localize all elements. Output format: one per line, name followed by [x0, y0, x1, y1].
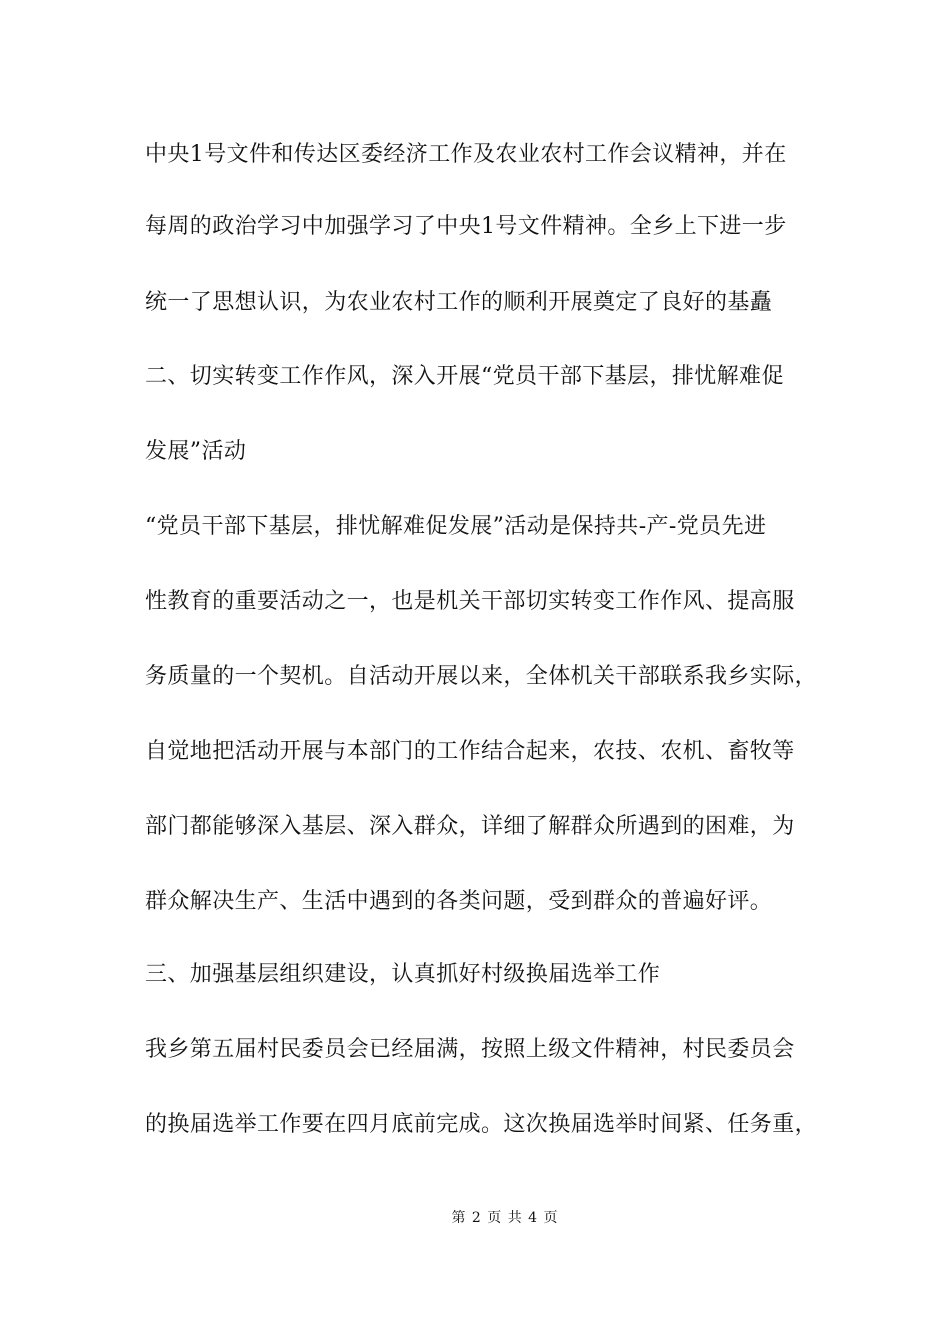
text-line-2: 每周的政治学习中加强学习了中央1号文件精神。全乡上下进一步 [145, 214, 787, 239]
text-line-9: 自觉地把活动开展与本部门的工作结合起来，农技、农机、畜牧等 [145, 739, 795, 764]
text-line-11: 群众解决生产、生活中遇到的各类问题，受到群众的普遍好评。 [145, 889, 773, 914]
section-heading-2-cont: 发展”活动 [145, 439, 247, 464]
text-line-14: 的换届选举工作要在四月底前完成。这次换届选举时间紧、任务重， [145, 1112, 818, 1137]
text-line-7: 性教育的重要活动之一，也是机关干部切实转变工作作风、提高服 [145, 589, 795, 614]
section-heading-3: 三、加强基层组织建设，认真抓好村级换届选举工作 [145, 962, 661, 987]
text-line-1: 中央1号文件和传达区委经济工作及农业农村工作会议精神，并在 [145, 142, 787, 167]
text-line-6: “党员干部下基层，排忧解难促发展”活动是保持共-产-党员先进 [145, 514, 767, 539]
text-line-13: 我乡第五届村民委员会已经届满，按照上级文件精神，村民委员会 [145, 1037, 795, 1062]
text-line-3: 统一了思想认识，为农业农村工作的顺利开展奠定了良好的基矗 [145, 290, 773, 315]
section-heading-2: 二、切实转变工作作风，深入开展“党员干部下基层，排忧解难促 [145, 364, 784, 389]
text-line-10: 部门都能够深入基层、深入群众，详细了解群众所遇到的困难，为 [145, 814, 795, 839]
page-number-footer: 第 2 页 共 4 页 [451, 1210, 559, 1226]
text-line-8: 务质量的一个契机。自活动开展以来，全体机关干部联系我乡实际， [145, 664, 818, 689]
